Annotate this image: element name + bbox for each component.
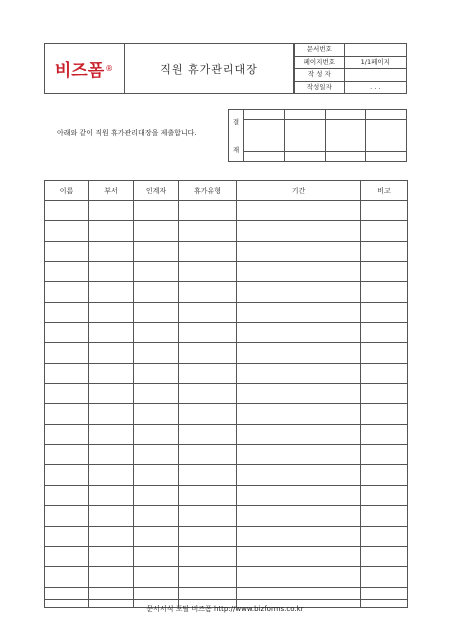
table-cell[interactable]	[89, 323, 134, 343]
table-cell[interactable]	[237, 343, 361, 363]
table-cell[interactable]	[179, 404, 237, 424]
table-row	[45, 241, 408, 261]
column-header-name: 이름	[45, 181, 89, 201]
registered-mark: ®	[105, 64, 114, 73]
table-cell[interactable]	[134, 221, 179, 241]
table-cell[interactable]	[179, 526, 237, 546]
table-row	[45, 546, 408, 566]
table-cell[interactable]	[361, 445, 408, 465]
column-header-period: 기간	[237, 181, 361, 201]
meta-label: 작 성 자	[295, 69, 345, 82]
table-cell[interactable]	[89, 546, 134, 566]
meta-row	[295, 44, 407, 57]
table-row	[45, 404, 408, 424]
table-cell[interactable]	[361, 262, 408, 282]
vacation-log-table	[44, 180, 408, 608]
table-cell[interactable]	[179, 567, 237, 587]
table-cell[interactable]	[134, 343, 179, 363]
table-row	[45, 526, 408, 546]
table-cell[interactable]	[237, 262, 361, 282]
table-cell[interactable]	[237, 546, 361, 566]
table-cell[interactable]	[237, 241, 361, 261]
table-cell[interactable]	[134, 424, 179, 444]
table-cell[interactable]	[361, 282, 408, 302]
table-cell[interactable]	[361, 424, 408, 444]
logo-text: 비즈폼	[54, 61, 105, 81]
table-cell[interactable]	[45, 567, 89, 587]
table-cell[interactable]	[361, 506, 408, 526]
table-cell[interactable]	[237, 424, 361, 444]
table-row	[45, 465, 408, 485]
approval-cell[interactable]	[284, 110, 325, 120]
table-cell[interactable]	[179, 445, 237, 465]
table-cell[interactable]	[134, 384, 179, 404]
table-cell[interactable]	[179, 384, 237, 404]
approval-cell[interactable]	[244, 120, 285, 152]
table-cell[interactable]	[89, 201, 134, 221]
table-cell[interactable]	[45, 221, 89, 241]
table-cell[interactable]	[45, 506, 89, 526]
table-cell[interactable]	[134, 445, 179, 465]
meta-label: 문서번호	[295, 44, 345, 57]
column-header-department: 부서	[89, 181, 134, 201]
table-cell[interactable]	[179, 424, 237, 444]
table-cell[interactable]	[361, 302, 408, 322]
table-cell[interactable]	[45, 526, 89, 546]
table-cell[interactable]	[45, 384, 89, 404]
table-cell[interactable]	[179, 262, 237, 282]
meta-value: . . .	[344, 81, 406, 94]
meta-row	[295, 69, 407, 82]
table-cell[interactable]	[89, 363, 134, 383]
table-cell[interactable]	[179, 343, 237, 363]
table-row	[45, 262, 408, 282]
table-row	[45, 424, 408, 444]
table-cell[interactable]	[45, 241, 89, 261]
approval-cell[interactable]	[325, 152, 366, 162]
approval-cell[interactable]	[325, 110, 366, 120]
table-cell[interactable]	[134, 302, 179, 322]
table-cell[interactable]	[89, 302, 134, 322]
table-row	[45, 323, 408, 343]
table-cell[interactable]	[179, 465, 237, 485]
column-header-remarks: 비고	[361, 181, 408, 201]
table-cell[interactable]	[89, 262, 134, 282]
table-cell[interactable]	[179, 282, 237, 302]
column-header-leave-type: 휴가유형	[179, 181, 237, 201]
table-cell[interactable]	[89, 282, 134, 302]
table-cell[interactable]	[45, 485, 89, 505]
table-row	[45, 201, 408, 221]
table-cell[interactable]	[179, 302, 237, 322]
table-row	[45, 343, 408, 363]
table-cell[interactable]	[134, 201, 179, 221]
table-cell[interactable]	[134, 241, 179, 261]
approval-cell[interactable]	[325, 120, 366, 152]
table-cell[interactable]	[134, 262, 179, 282]
table-cell[interactable]	[89, 445, 134, 465]
bizforms-logo	[44, 43, 125, 94]
meta-label: 페이지번호	[295, 56, 345, 69]
table-cell[interactable]	[361, 201, 408, 221]
table-cell[interactable]	[361, 323, 408, 343]
table-cell[interactable]	[89, 241, 134, 261]
meta-row	[295, 81, 407, 94]
approval-box	[228, 109, 407, 162]
table-cell[interactable]	[45, 424, 89, 444]
table-row	[45, 221, 408, 241]
table-cell[interactable]	[361, 384, 408, 404]
table-cell[interactable]	[134, 404, 179, 424]
table-cell[interactable]	[45, 282, 89, 302]
table-cell[interactable]	[89, 221, 134, 241]
table-row	[45, 363, 408, 383]
table-row	[45, 567, 408, 587]
approval-cell[interactable]	[284, 152, 325, 162]
table-cell[interactable]	[89, 567, 134, 587]
table-cell[interactable]	[45, 404, 89, 424]
approval-cell[interactable]	[244, 152, 285, 162]
table-cell[interactable]	[361, 404, 408, 424]
table-cell[interactable]	[45, 262, 89, 282]
table-cell[interactable]	[134, 546, 179, 566]
table-cell[interactable]	[89, 485, 134, 505]
table-cell[interactable]	[237, 526, 361, 546]
table-cell[interactable]	[134, 282, 179, 302]
table-cell[interactable]	[134, 526, 179, 546]
table-cell[interactable]	[237, 384, 361, 404]
table-cell[interactable]	[134, 567, 179, 587]
table-cell[interactable]	[179, 201, 237, 221]
meta-value: 1/1페이지	[344, 56, 406, 69]
table-row	[45, 282, 408, 302]
table-cell[interactable]	[361, 526, 408, 546]
table-cell[interactable]	[361, 221, 408, 241]
table-cell[interactable]	[89, 506, 134, 526]
table-cell[interactable]	[237, 323, 361, 343]
table-cell[interactable]	[89, 384, 134, 404]
approval-cell[interactable]	[366, 152, 407, 162]
table-cell[interactable]	[179, 363, 237, 383]
table-cell[interactable]	[361, 241, 408, 261]
table-cell[interactable]	[361, 546, 408, 566]
table-cell[interactable]	[45, 201, 89, 221]
table-row	[45, 445, 408, 465]
meta-label: 작성일자	[295, 81, 345, 94]
table-cell[interactable]	[237, 282, 361, 302]
table-cell[interactable]	[45, 343, 89, 363]
meta-row	[295, 56, 407, 69]
table-row	[45, 302, 408, 322]
table-cell[interactable]	[134, 363, 179, 383]
table-cell[interactable]	[179, 546, 237, 566]
table-row	[45, 506, 408, 526]
approval-cell[interactable]	[366, 120, 407, 152]
table-cell[interactable]	[237, 363, 361, 383]
table-cell[interactable]	[237, 506, 361, 526]
table-cell[interactable]	[237, 465, 361, 485]
table-cell[interactable]	[134, 506, 179, 526]
approval-label	[229, 110, 244, 162]
table-cell[interactable]	[179, 485, 237, 505]
meta-value	[344, 69, 406, 82]
table-cell[interactable]	[237, 404, 361, 424]
document-meta-table	[294, 43, 407, 94]
approval-cell[interactable]	[244, 110, 285, 120]
table-cell[interactable]	[89, 465, 134, 485]
table-cell[interactable]	[237, 201, 361, 221]
table-cell[interactable]	[361, 485, 408, 505]
table-cell[interactable]	[179, 506, 237, 526]
table-cell[interactable]	[134, 485, 179, 505]
table-cell[interactable]	[89, 343, 134, 363]
table-cell[interactable]	[361, 343, 408, 363]
table-cell[interactable]	[237, 221, 361, 241]
document-title: 직원 휴가관리대장	[125, 43, 294, 94]
table-cell[interactable]	[45, 465, 89, 485]
table-cell[interactable]	[45, 363, 89, 383]
approval-label-top: 결	[232, 117, 240, 126]
table-cell[interactable]	[179, 323, 237, 343]
table-cell[interactable]	[237, 485, 361, 505]
table-cell[interactable]	[361, 363, 408, 383]
footer-text: 문서서식 포탈 비즈폼 http://www.bizforms.co.kr	[146, 605, 304, 613]
approval-label-bottom: 재	[232, 145, 240, 154]
table-cell[interactable]	[89, 404, 134, 424]
table-cell[interactable]	[237, 445, 361, 465]
table-row	[45, 485, 408, 505]
table-cell[interactable]	[134, 323, 179, 343]
table-cell[interactable]	[89, 526, 134, 546]
table-cell[interactable]	[45, 445, 89, 465]
table-cell[interactable]	[237, 567, 361, 587]
table-cell[interactable]	[361, 567, 408, 587]
approval-cell[interactable]	[366, 110, 407, 120]
footer-divider	[44, 599, 407, 600]
table-cell[interactable]	[361, 465, 408, 485]
table-cell[interactable]	[134, 465, 179, 485]
approval-cell[interactable]	[284, 120, 325, 152]
table-cell[interactable]	[45, 323, 89, 343]
table-header-row	[45, 181, 408, 201]
meta-value	[344, 44, 406, 57]
column-header-handover: 인계자	[134, 181, 179, 201]
table-cell[interactable]	[179, 221, 237, 241]
table-cell[interactable]	[89, 424, 134, 444]
table-row	[45, 384, 408, 404]
submission-notice: 아래와 같이 직원 휴가관리대장을 제출합니다.	[57, 129, 197, 137]
table-cell[interactable]	[45, 546, 89, 566]
table-cell[interactable]	[237, 302, 361, 322]
table-cell[interactable]	[45, 302, 89, 322]
table-cell[interactable]	[179, 241, 237, 261]
table-body	[45, 201, 408, 608]
